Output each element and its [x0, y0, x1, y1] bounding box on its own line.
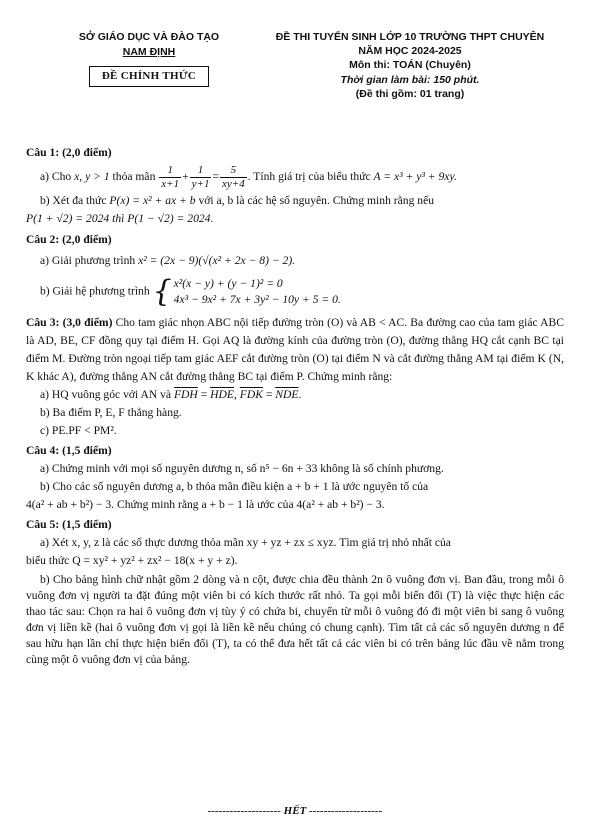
question-4b: b) Cho các số nguyên dương a, b thỏa mãn điều kiện a + b + 1 là ước nguyên tố của [40, 480, 429, 493]
question-1b: b) Xét đa thức P(x) = x² + ax + b với a, b là các hệ số nguyên. Chứng minh rằng nếu [40, 194, 435, 207]
official-stamp: ĐỀ CHÍNH THỨC [89, 66, 209, 87]
question-1 [26, 144, 564, 228]
question-5a: a) Xét x, y, z là các số thực dương thỏa mãn xy + yz + zx ≤ xyz. Tìm giá trị nhỏ nhất của [40, 536, 451, 549]
exam-time: Thời gian làm bài: 150 phút. [340, 73, 480, 86]
system-eq-1: x²(x − y) + (y − 1)² = 0 [173, 277, 283, 290]
exam-title: ĐỀ THI TUYỂN SINH LỚP 10 TRƯỜNG THPT CHUYÊN [275, 31, 545, 43]
exam-pages: (Đề thi gồm: 01 trang) [355, 87, 465, 100]
q1a-mid: thỏa mãn [109, 170, 159, 183]
exam-header [26, 30, 564, 142]
equation-system [153, 276, 341, 308]
sqrt-2-a: √2 [56, 212, 69, 225]
q1a-frac-1: $\frac{1}{x+1}$ [161, 163, 180, 190]
q1a-post: . Tính giá trị của biểu thức [247, 170, 374, 183]
question-4a: a) Chứng minh với mọi số nguyên dương n, số n⁵ − 6n + 33 không là số chính phương. [40, 462, 444, 475]
question-4-heading: Câu 4: (1,5 điểm) [26, 444, 112, 457]
question-3 [26, 314, 564, 440]
header-left [54, 30, 244, 87]
question-4b-cont: 4(a² + ab + b²) − 3. Chứng minh rằng a + b − 1 là ước của 4(a² + ab + b²) − 3. [26, 498, 385, 511]
question-3-heading: Câu 3: (3,0 điểm) [26, 316, 113, 329]
question-3b: b) Ba điểm P, E, F thẳng hàng. [40, 406, 182, 419]
question-1a: a) Cho x, y > 1 thỏa mãn $\frac{1}{x+1}$ + $\frac{1}{y+1}$ = $\frac{5}{xy+4}$ . Tính giá trị của biểu thức A = x³ + y³ + 9xy. [40, 163, 457, 190]
end-marker: -------------------- HẾT -------------------- [207, 805, 383, 817]
question-5-heading: Câu 5: (1,5 điểm) [26, 518, 112, 531]
q1a-vars: x, y > 1 [74, 170, 110, 183]
question-1-heading: Câu 1: (2,0 điểm) [26, 146, 112, 159]
question-5 [26, 516, 564, 668]
q1a-expr: A = x³ + y³ + 9xy. [373, 170, 457, 183]
question-3a: a) HQ vuông góc với AN và $\overline{FDH} = \overline{HDE}$, $\overline{FDK} = \overline{NDE}$. [40, 388, 302, 401]
q2a-sqrt: √(x² + 2x − 8) [202, 254, 269, 267]
department-name: SỞ GIÁO DỤC VÀ ĐÀO TẠO [78, 31, 220, 43]
question-4 [26, 442, 564, 514]
province-name: NAM ĐỊNH [122, 46, 176, 58]
header-right [254, 30, 566, 101]
question-2-heading: Câu 2: (2,0 điểm) [26, 233, 112, 246]
left-brace-icon: { [152, 274, 172, 309]
sqrt-2-b: √2 [157, 212, 170, 225]
question-5b: b) Cho bảng hình chữ nhật gồm 2 dòng và n cột, được chia đều thành 2n ô vuông đơn vị. Ban đầu, trong mỗi ô vuông đơn vị người ta đặt đúng một viên bi có kích thước rất nhỏ. Ta gọi mỗi biến đổi (T) là việc thực hiện các thao tác sau: Chọn ra hai ô vuông đơn vị tùy ý có chứa bi, chuyển từ mỗi ô vuông đó đi một viên bi sang ô vuông đơn vị liền kề (hai ô vuông đơn vị gọi là liền kề nếu chúng có chung cạnh). Tìm tất cả các số nguyên dương n để sau hữu hạn lần chỉ thực hiện biến đổi (T), ta có thể đưa hết tất cả các viên bi có trên bảng lúc đầu về nằm trong cùng một ô vuông đơn vị của bảng. [26, 573, 564, 666]
q1a-pre: a) Cho [40, 170, 75, 183]
question-5a-cont: biểu thức Q = xy² + yz² + zx² − 18(x + y + z). [26, 554, 238, 567]
question-3-body: Cho tam giác nhọn ABC nội tiếp đường tròn (O) và AB < AC. Ba đường cao của tam giác ABC là AD, BE, CF đồng quy tại điểm H. Gọi AQ là đường kính của đường tròn (O), đường thẳng HQ cắt cạnh BC tại điểm M. Đường tròn ngoại tiếp tam giác AEF cắt đường tròn (O) tại điểm N và cắt đường thẳng AM tại điểm K (N, K khác A), đường thẳng AN cắt đường thẳng BC tại điểm P. Chứng minh rằng: [26, 316, 564, 383]
question-2b: b) Giải hệ phương trình { x²(x − y) + (y − 1)² = 0 4x³ − 9x² + 7x + 3y² − 10y + 5 = 0. [40, 274, 341, 309]
school-year: NĂM HỌC 2024-2025 [358, 45, 462, 58]
system-eq-2: 4x³ − 9x² + 7x + 3y² − 10y + 5 = 0. [173, 293, 341, 306]
question-1b-cond: P(1 + √2) = 2024 thì P(1 − √2) = 2024. [26, 212, 214, 225]
question-2 [26, 231, 564, 308]
question-3-stem [26, 314, 564, 386]
question-3c: c) PE.PF < PM². [40, 424, 117, 437]
exam-subject: Môn thi: TOÁN (Chuyên) [349, 59, 471, 72]
q1b-poly: P(x) = x² + ax + b [109, 194, 196, 207]
q1a-frac-3: $\frac{5}{xy+4}$ [222, 163, 245, 190]
q1a-frac-2: $\frac{1}{y+1}$ [191, 163, 210, 190]
question-2a: a) Giải phương trình x² = (2x − 9)(√(x² + 2x − 8) − 2). [40, 254, 296, 267]
